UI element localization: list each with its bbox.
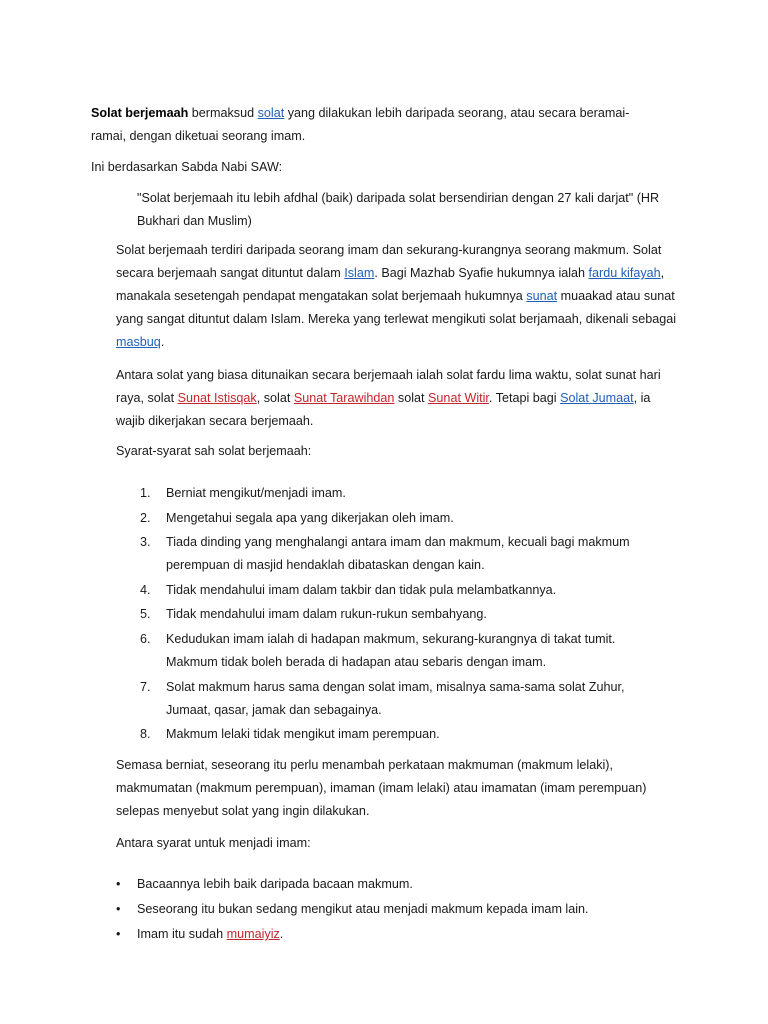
link-sunat-istisqak[interactable]: Sunat Istisqak — [177, 391, 257, 405]
list-item: 1. Berniat mengikut/menjadi imam. — [140, 486, 346, 500]
conditions-heading: Syarat-syarat sah solat berjemaah: — [116, 444, 312, 458]
bullet-icon: • — [116, 877, 121, 891]
paragraph-types: Antara solat yang biasa ditunaikan secara berjemaah ialah solat fardu lima waktu, solat sunat hari raya, solat Sunat Istisqak, solat Sunat Tarawihdan solat Sunat Witir. Tetapi bagi Solat Jumaat, ia wajib dikerjakan secara berjemaah. — [116, 368, 661, 428]
link-islam[interactable]: Islam — [344, 266, 375, 280]
link-fardu-kifayah[interactable]: fardu kifayah — [588, 266, 661, 280]
bullet-icon: • — [116, 902, 121, 916]
link-sunat-tarawihdan[interactable]: Sunat Tarawihdan — [293, 391, 395, 405]
list-item: 7. Solat makmum harus sama dengan solat imam, misalnya sama-sama solat Zuhur, Jumaat, qasar, jamak dan sebagainya. — [140, 679, 625, 717]
paragraph-definition: Solat berjemaah terdiri daripada seorang imam dan sekurang-kurangnya seorang makmum. Solat secara berjemaah sangat dituntut dalam Islam. Bagi Mazhab Syafie hukumnya ialah fardu kifayah, manakala sesetengah pendapat mengatakan solat berjemaah hukumnya sunat muaakad atau sunat yang sangat dituntut dalam Islam. Mereka yang terlewat mengikuti solat berjamaah, dikenali sebagai masbuq. — [116, 243, 677, 349]
list-item: 6. Kedudukan imam ialah di hadapan makmum, sekurang-kurangnya di takat tumit. Makmum tidak boleh berada di hadapan atau sebaris dengan imam. — [140, 631, 616, 669]
list-item: 5. Tidak mendahului imam dalam rukun-rukun sembahyang. — [140, 607, 487, 622]
term-solat-berjemaah: Solat berjemaah — [91, 106, 189, 120]
imam-requirements-heading: Antara syarat untuk menjadi imam: — [116, 836, 311, 850]
paragraph-niat: Semasa berniat, seseorang itu perlu menambah perkataan makmuman (makmum lelaki), makmumatan (makmum perempuan), imaman (imam lelaki) atau imamatan (imam perempuan) selepas menyebut solat yang ingin dilakukan. — [116, 758, 647, 818]
link-sunat-witir[interactable]: Sunat Witir — [428, 391, 489, 405]
link-solat[interactable]: solat — [257, 106, 285, 120]
list-item: • Imam itu sudah mumaiyiz. — [116, 923, 656, 946]
list-item: 2. Mengetahui segala apa yang dikerjakan oleh imam. — [140, 510, 454, 525]
link-sunat[interactable]: sunat — [526, 289, 558, 303]
conditions-list — [116, 482, 656, 748]
link-solat-jumaat[interactable]: Solat Jumaat — [560, 391, 634, 405]
list-item: • Seseorang itu bukan sedang mengikut atau menjadi makmum kepada imam lain. — [116, 898, 656, 921]
link-masbuq[interactable]: masbuq — [116, 335, 161, 349]
imam-requirements-list — [116, 873, 656, 948]
link-mumaiyiz[interactable]: mumaiyiz — [226, 927, 280, 941]
list-item: 4. Tidak mendahului imam dalam takbir dan tidak pula melambatkannya. — [140, 582, 557, 597]
list-item: • Bacaannya lebih baik daripada bacaan makmum. — [116, 873, 656, 896]
list-item: 8. Makmum lelaki tidak mengikut imam perempuan. — [140, 727, 440, 742]
hadith-quote: "Solat berjemaah itu lebih afdhal (baik) daripada solat bersendirian dengan 27 kali darjat" (HR Bukhari dan Muslim) — [137, 191, 660, 228]
sabda-intro: Ini berdasarkan Sabda Nabi SAW: — [91, 160, 283, 174]
intro-paragraph: Solat berjemaah bermaksud solat yang dilakukan lebih daripada seorang, atau secara beramai-ramai, dengan diketuai seorang imam. — [91, 106, 630, 143]
list-item: 3. Tiada dinding yang menghalangi antara imam dan makmum, kecuali bagi makmum perempuan di masjid hendaklah dibataskan dengan kain. — [140, 535, 630, 573]
bullet-icon: • — [116, 927, 121, 941]
